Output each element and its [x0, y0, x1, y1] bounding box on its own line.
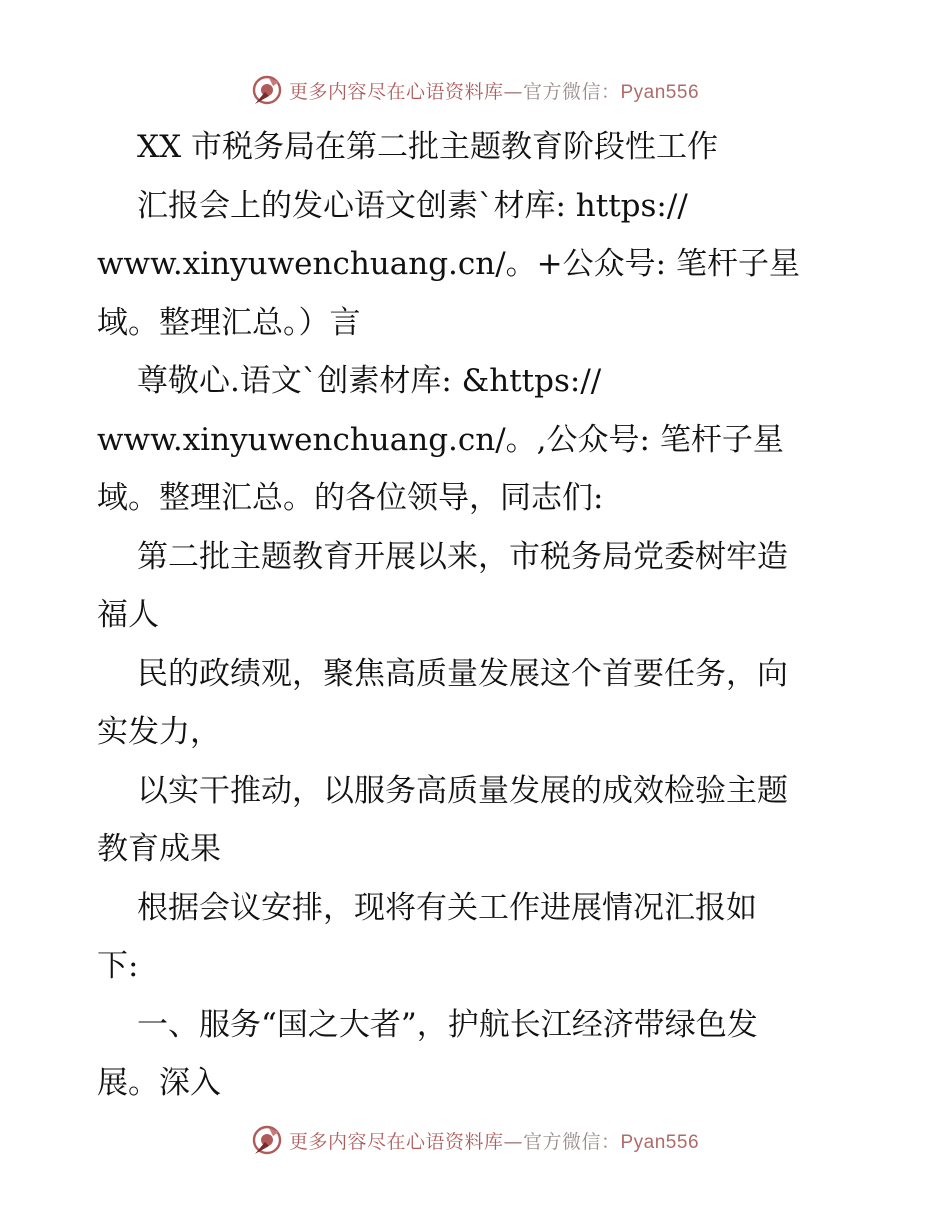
- text-line: 第二批主题教育开展以来，市税务局党委树牢造: [137, 538, 788, 575]
- banner-wechat-label: 官方微信：: [522, 80, 621, 103]
- banner-wechat-id: Pyan556: [620, 1131, 700, 1153]
- document-body: [97, 118, 857, 1113]
- footer-watermark-banner: [0, 1120, 950, 1160]
- text-line: www.xinyuwenchuang.cn/。,公众号: 笔杆子星: [97, 421, 784, 458]
- text-line: 民的政绩观，聚焦高质量发展这个首要任务，向: [137, 655, 788, 692]
- header-watermark-banner: [0, 70, 950, 110]
- text-line: 汇报会上的发心语文创素`材库: https://: [137, 187, 688, 224]
- banner-text: [289, 1127, 699, 1154]
- text-line: 展。深入: [97, 1065, 221, 1101]
- banner-text: [289, 77, 699, 104]
- text-line: XX 市税务局在第二批主题教育阶段性工作: [137, 129, 718, 165]
- text-line: 域。整理汇总。）言: [97, 304, 361, 341]
- text-line: www.xinyuwenchuang.cn/。+公众号: 笔杆子星: [97, 246, 800, 282]
- text-line: 根据会议安排，现将有关工作进展情况汇报如: [137, 889, 757, 926]
- text-line: 尊敬心.语文`创素材库: &https://: [137, 363, 602, 399]
- banner-separator: —: [503, 80, 523, 103]
- banner-separator: —: [503, 1130, 523, 1153]
- text-line: 教育成果: [97, 831, 221, 867]
- banner-wechat-id: Pyan556: [620, 81, 700, 103]
- banner-slogan: 更多内容尽在心语资料库: [288, 80, 504, 103]
- text-line: 域。整理汇总。的各位领导，同志们:: [97, 480, 604, 516]
- text-line: 以实干推动，以服务高质量发展的成效检验主题: [137, 772, 788, 809]
- banner-slogan: 更多内容尽在心语资料库: [288, 1130, 504, 1153]
- text-line: 福人: [97, 597, 159, 633]
- text-line: 实发力，: [97, 714, 221, 750]
- banner-wechat-label: 官方微信：: [522, 1130, 621, 1153]
- pen-logo-icon: [251, 74, 283, 106]
- pen-logo-icon: [251, 1124, 283, 1156]
- text-line: 一、服务“国之大者”，护航长江经济带绿色发: [137, 1006, 758, 1043]
- text-line: 下:: [97, 948, 139, 984]
